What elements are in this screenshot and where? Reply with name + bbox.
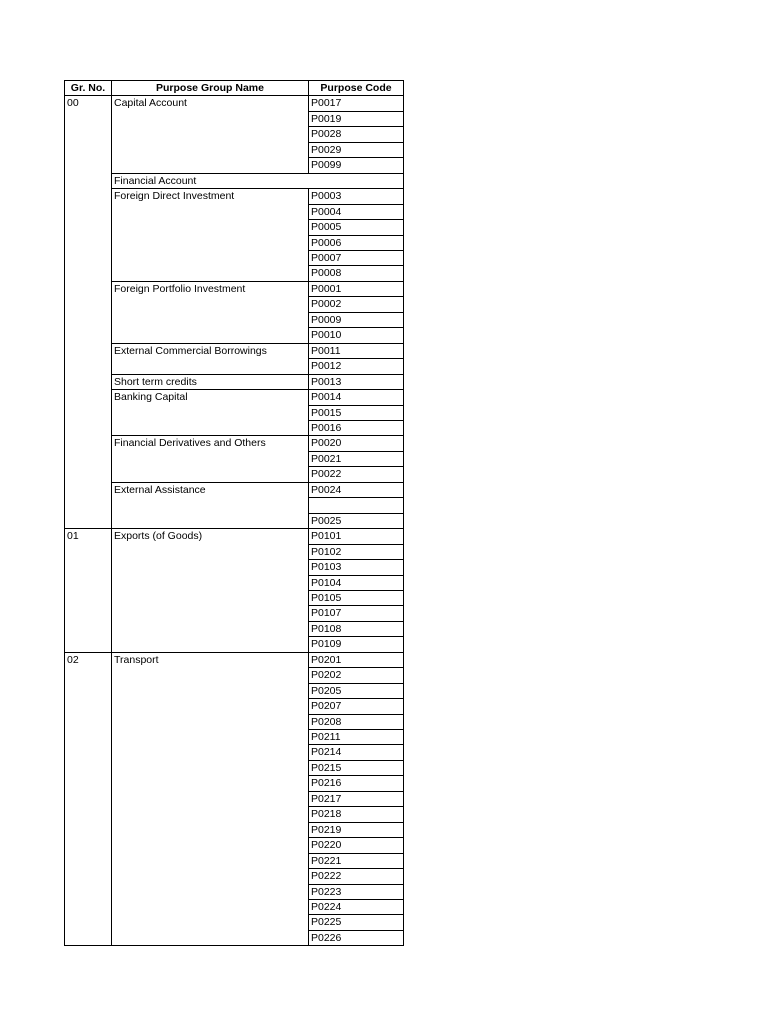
purpose-code-cell: P0107 (309, 606, 404, 621)
purpose-code-cell: P0015 (309, 405, 404, 420)
purpose-code-cell: P0217 (309, 791, 404, 806)
table-row (65, 529, 404, 544)
purpose-code-cell: P0008 (309, 266, 404, 281)
purpose-code-cell: P0214 (309, 745, 404, 760)
table-body (65, 96, 404, 946)
purpose-group-name-cell: Financial Account (112, 173, 404, 188)
purpose-code-cell: P0104 (309, 575, 404, 590)
purpose-code-cell: P0003 (309, 189, 404, 204)
purpose-code-cell: P0226 (309, 930, 404, 945)
purpose-group-name-cell: External Commercial Borrowings (112, 343, 309, 374)
purpose-group-name-cell: Foreign Direct Investment (112, 189, 309, 282)
purpose-code-cell: P0029 (309, 142, 404, 157)
purpose-code-cell: P0225 (309, 915, 404, 930)
purpose-code-empty-cell (309, 498, 404, 513)
group-number-cell: 01 (65, 529, 112, 653)
purpose-code-cell: P0215 (309, 760, 404, 775)
purpose-code-cell: P0222 (309, 869, 404, 884)
purpose-group-name-cell: Transport (112, 652, 309, 946)
purpose-group-name-cell: Capital Account (112, 96, 309, 173)
table-row (65, 374, 404, 389)
purpose-code-cell: P0009 (309, 312, 404, 327)
table-row (65, 189, 404, 204)
purpose-code-cell: P0002 (309, 297, 404, 312)
purpose-code-cell: P0007 (309, 250, 404, 265)
table-row (65, 482, 404, 497)
purpose-code-cell: P0109 (309, 637, 404, 652)
header-purpose-group-name: Purpose Group Name (112, 81, 309, 96)
purpose-group-name-cell: Short term credits (112, 374, 309, 389)
purpose-code-cell: P0013 (309, 374, 404, 389)
purpose-code-cell: P0006 (309, 235, 404, 250)
purpose-code-cell: P0220 (309, 838, 404, 853)
purpose-group-name-cell: External Assistance (112, 482, 309, 528)
purpose-code-cell: P0207 (309, 699, 404, 714)
header-purpose-code: Purpose Code (309, 81, 404, 96)
purpose-code-cell: P0016 (309, 420, 404, 435)
purpose-code-cell: P0021 (309, 451, 404, 466)
table-row (65, 173, 404, 188)
table-row (65, 281, 404, 296)
group-number-cell: 02 (65, 652, 112, 946)
purpose-code-cell: P0218 (309, 807, 404, 822)
purpose-code-cell: P0105 (309, 590, 404, 605)
purpose-code-cell: P0022 (309, 467, 404, 482)
purpose-code-cell: P0208 (309, 714, 404, 729)
purpose-code-cell: P0219 (309, 822, 404, 837)
purpose-code-cell: P0224 (309, 900, 404, 915)
purpose-code-cell: P0223 (309, 884, 404, 899)
purpose-code-cell: P0211 (309, 730, 404, 745)
purpose-code-cell: P0020 (309, 436, 404, 451)
purpose-code-cell: P0011 (309, 343, 404, 358)
purpose-code-cell: P0028 (309, 127, 404, 142)
purpose-code-cell: P0019 (309, 111, 404, 126)
purpose-code-cell: P0102 (309, 544, 404, 559)
purpose-code-cell: P0205 (309, 683, 404, 698)
purpose-code-cell: P0010 (309, 328, 404, 343)
purpose-group-name-cell: Foreign Portfolio Investment (112, 281, 309, 343)
purpose-code-cell: P0025 (309, 513, 404, 528)
purpose-group-name-cell: Exports (of Goods) (112, 529, 309, 653)
purpose-code-cell: P0216 (309, 776, 404, 791)
purpose-code-cell: P0108 (309, 621, 404, 636)
header-gr-no: Gr. No. (65, 81, 112, 96)
purpose-code-cell: P0202 (309, 668, 404, 683)
purpose-code-cell: P0005 (309, 220, 404, 235)
purpose-code-cell: P0014 (309, 390, 404, 405)
purpose-code-cell: P0024 (309, 482, 404, 497)
header-row (65, 81, 404, 96)
purpose-code-cell: P0017 (309, 96, 404, 111)
table-row (65, 96, 404, 111)
purpose-code-cell: P0101 (309, 529, 404, 544)
purpose-code-cell: P0001 (309, 281, 404, 296)
purpose-code-cell: P0103 (309, 560, 404, 575)
table-row (65, 390, 404, 405)
table-row (65, 652, 404, 667)
purpose-code-cell: P0012 (309, 359, 404, 374)
purpose-code-cell: P0004 (309, 204, 404, 219)
purpose-code-table (64, 80, 404, 946)
purpose-group-name-cell: Financial Derivatives and Others (112, 436, 309, 482)
table-row (65, 436, 404, 451)
purpose-code-cell: P0201 (309, 652, 404, 667)
table-row (65, 343, 404, 358)
purpose-code-cell: P0221 (309, 853, 404, 868)
purpose-group-name-cell: Banking Capital (112, 390, 309, 436)
purpose-code-cell: P0099 (309, 158, 404, 173)
group-number-cell: 00 (65, 96, 112, 529)
